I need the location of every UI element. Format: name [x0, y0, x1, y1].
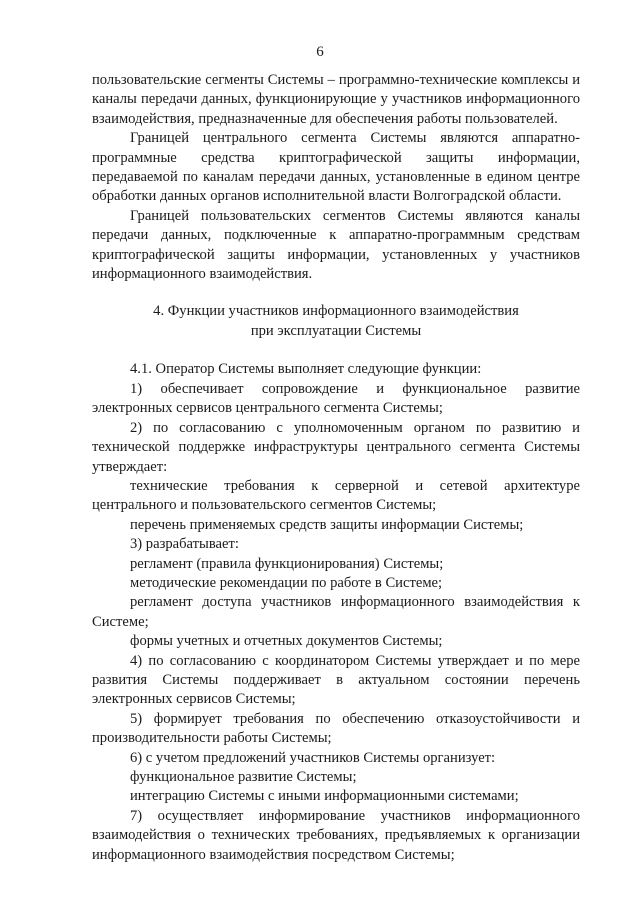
paragraph-user-segments: пользовательские сегменты Системы – программно-технические комплексы и каналы передачи данных, функционирующие у участников информационного взаимодействия, предназначенные для обеспечения работы пользователей. [92, 72, 580, 127]
list-item: методические рекомендации по работе в Системе; [130, 574, 443, 591]
section-heading-line2: при эксплуатации Системы [250, 323, 422, 340]
paragraph-central-boundary: Границей центрального сегмента Системы являются аппаратно-программные средства криптографической защиты информации, передаваемой по каналам передачи данных, установленные в едином центре обработки данных органов исполнительной власти Волгоградской области. [92, 130, 580, 205]
section-heading [92, 301, 580, 341]
page-number: 6 [316, 44, 324, 60]
list-item: формы учетных и отчетных документов Системы; [130, 633, 443, 650]
section-heading-line1: 4. Функции участников информационного взаимодействия [153, 303, 519, 320]
list-item: 6) с учетом предложений участников Системы организует: [130, 749, 496, 766]
document-body [92, 71, 580, 865]
list-item: 4) по согласованию с координатором Системы утверждает и по мере развития Системы поддерживает в актуальном состоянии перечень электронных сервисов Системы; [92, 652, 580, 708]
list-item: регламент (правила функционирования) Системы; [130, 555, 444, 572]
list-item: 2) по согласованию с уполномоченным органом по развитию и технической поддержке инфраструктуры центрального сегмента Системы утверждает: [92, 419, 580, 475]
clause-4-1: 4.1. Оператор Системы выполняет следующие функции: [130, 361, 482, 378]
list-item: технические требования к серверной и сетевой архитектуре центрального и пользовательского сегментов Системы; [92, 477, 580, 514]
paragraph-user-boundary: Границей пользовательских сегментов Системы являются каналы передачи данных, подключенные к аппаратно-программным средствам криптографической защиты информации, установленных у участников информационного взаимодействия. [92, 207, 580, 283]
list-item: функциональное развитие Системы; [130, 769, 357, 785]
list-item: 5) формирует требования по обеспечению отказоустойчивости и производительности работы Системы; [92, 710, 580, 747]
list-item: 3) разрабатывает: [130, 536, 239, 553]
list-item: 1) обеспечивает сопровождение и функциональное развитие электронных сервисов центрального сегмента Системы; [92, 380, 580, 417]
list-item: 7) осуществляет информирование участников информационного взаимодействия о технических требованиях, предъявляемых к организации информационного взаимодействия посредством Системы; [92, 807, 580, 863]
list-item: интеграцию Системы с иными информационными системами; [130, 788, 519, 805]
list-item: перечень применяемых средств защиты информации Системы; [130, 516, 524, 533]
list-item: регламент доступа участников информационного взаимодействия к Системе; [92, 594, 580, 630]
